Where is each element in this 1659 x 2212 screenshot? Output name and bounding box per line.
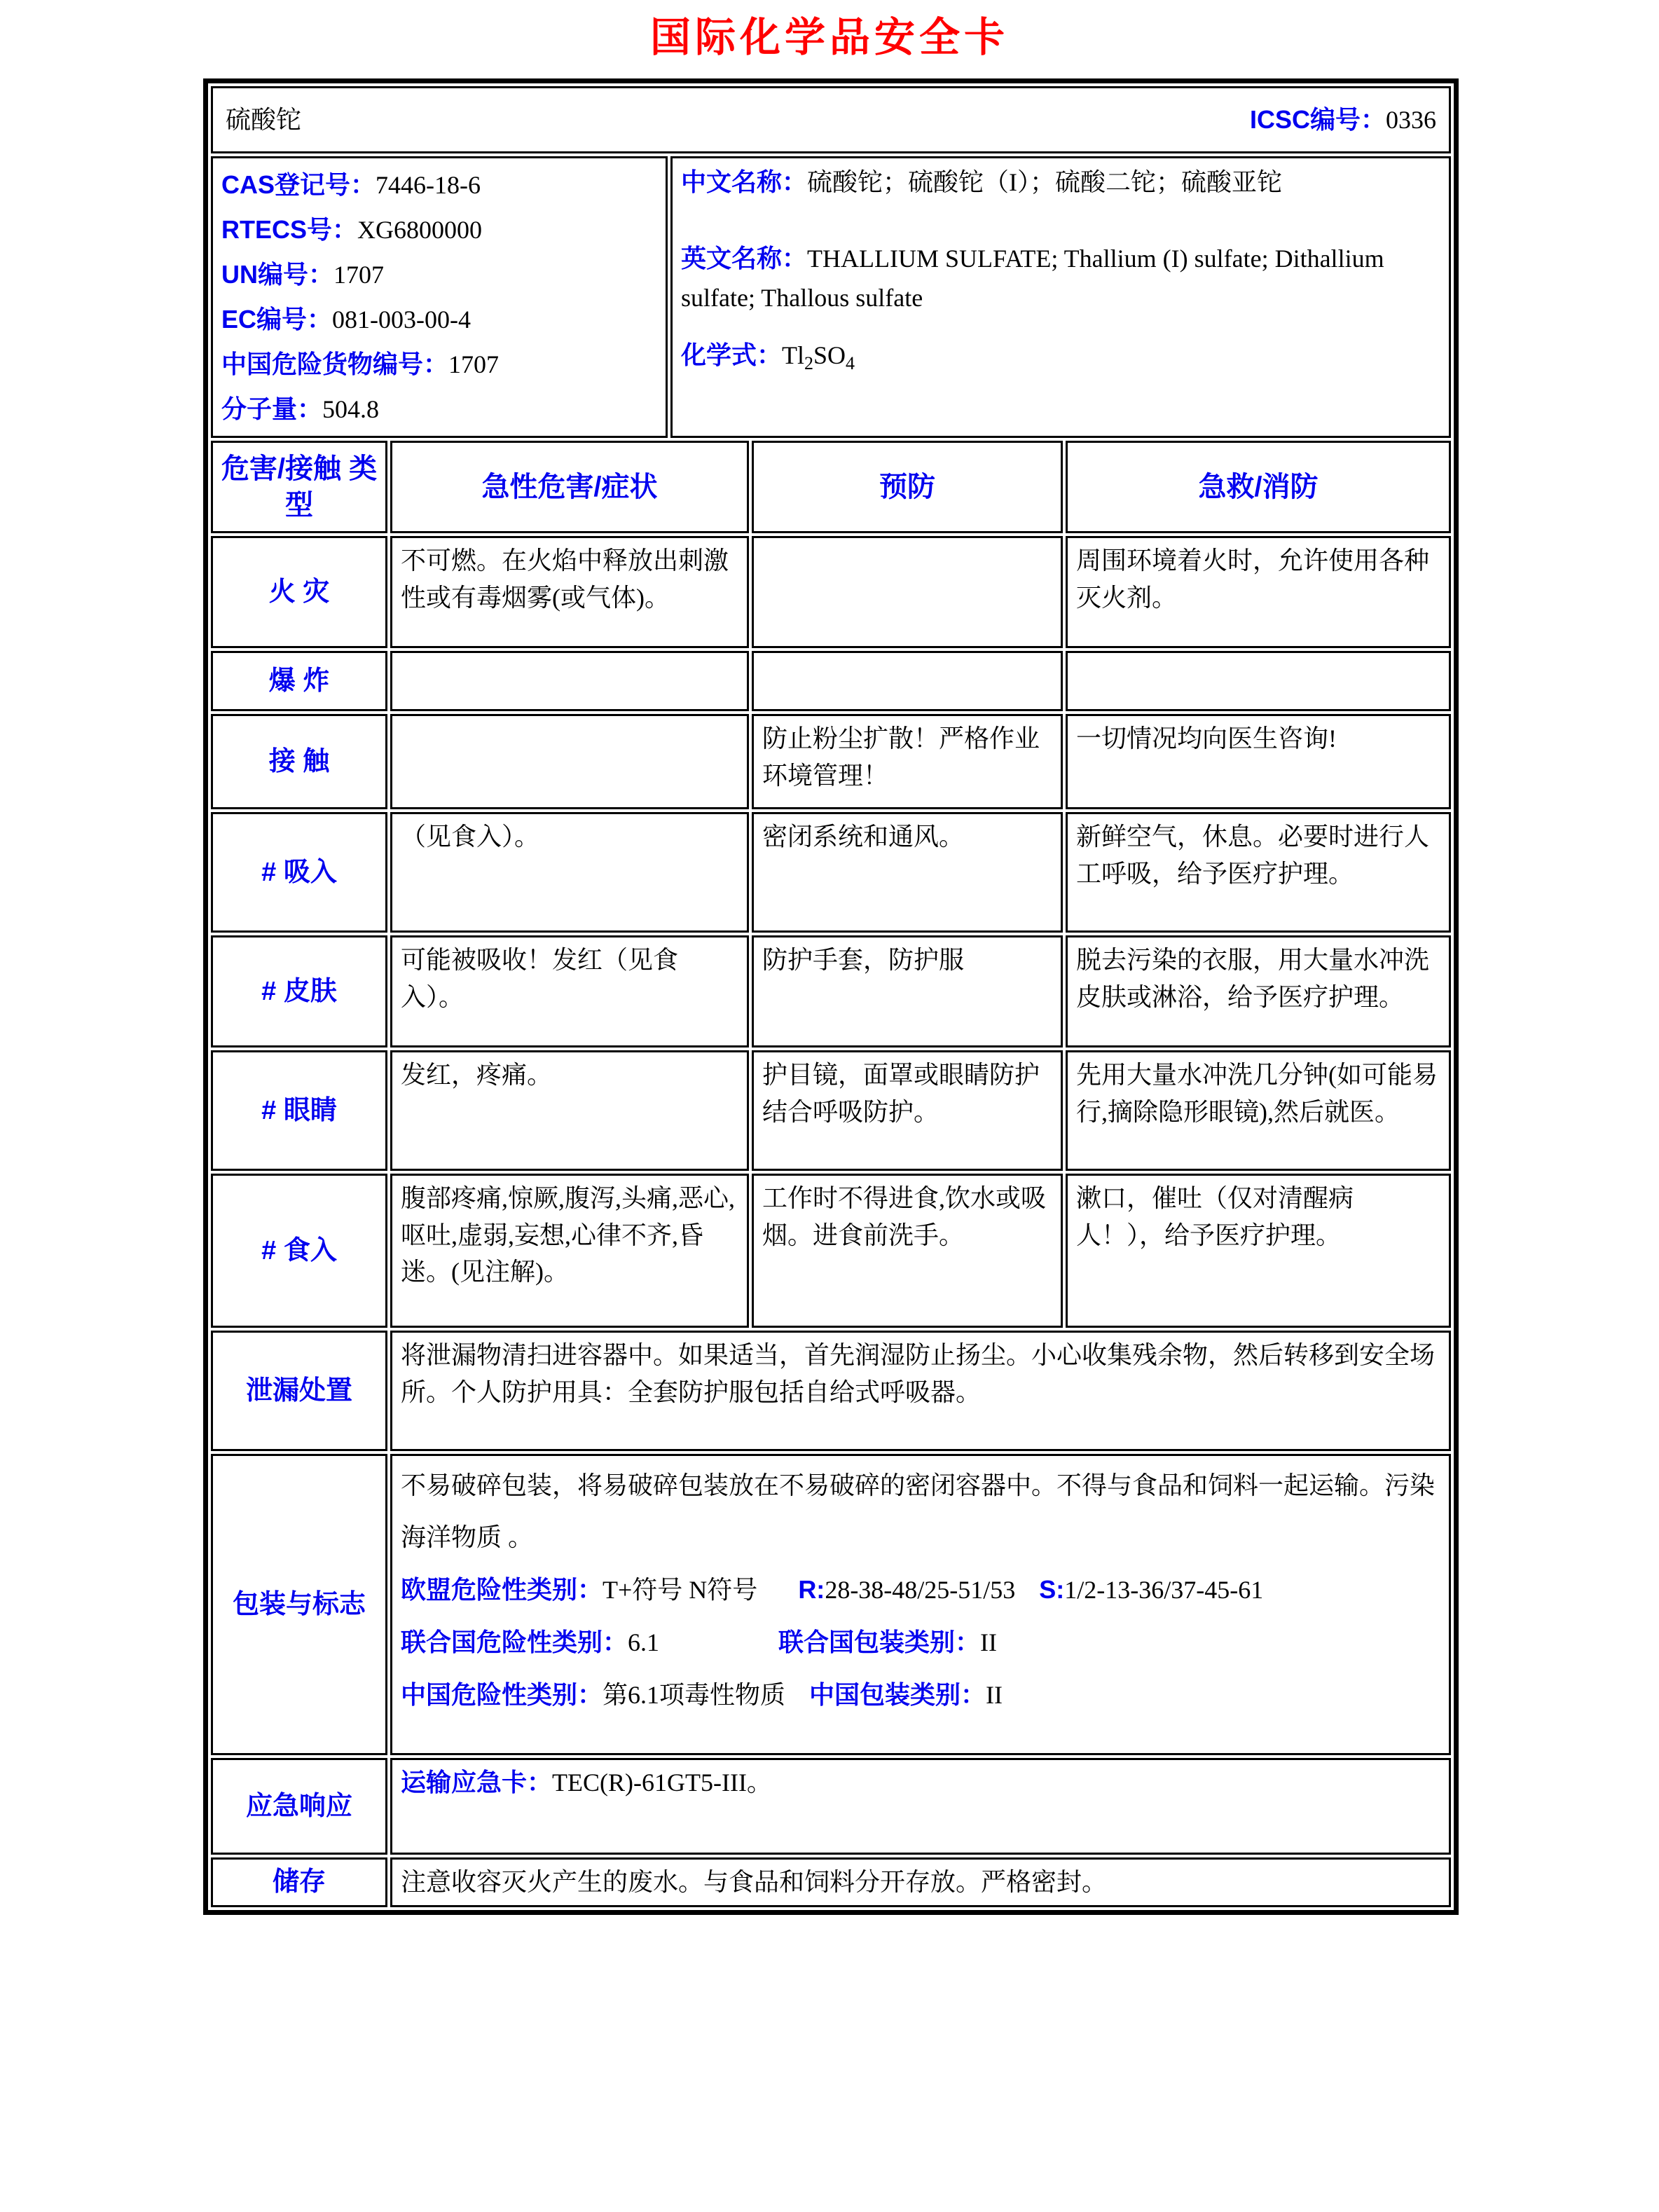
page-title: 国际化学品安全卡 — [649, 15, 1009, 60]
substance-name: 硫酸铊 — [226, 105, 302, 134]
symptoms-cell: （见食入）。 — [390, 812, 749, 933]
spill-row — [211, 1331, 1451, 1451]
eu-s-label: S: — [1039, 1575, 1065, 1605]
hazard-row-inhalation — [211, 812, 1451, 933]
transport-card-label: 运输应急卡： — [401, 1768, 553, 1797]
un-class-value: 6.1 — [628, 1628, 660, 1656]
storage-text: 注意收容灭火产生的废水。与食品和饲料分开存放。严格密封。 — [390, 1857, 1451, 1907]
first-aid-cell: 漱口，催吐（仅对清醒病人！），给予医疗护理。 — [1066, 1174, 1451, 1328]
symptoms-cell: 腹部疼痛,惊厥,腹泻,头痛,恶心,呕吐,虚弱,妄想,心律不齐,昏迷。(见注解)。 — [390, 1174, 749, 1328]
symptoms-cell — [390, 714, 749, 809]
chinese-names-label: 中文名称： — [681, 167, 808, 196]
prevention-cell: 工作时不得进食,饮水或吸烟。进食前洗手。 — [752, 1174, 1063, 1328]
storage-row — [211, 1857, 1451, 1907]
emergency-row — [211, 1758, 1451, 1855]
ec-line — [221, 297, 657, 342]
formula-line — [681, 336, 1438, 378]
rtecs-line — [221, 207, 657, 252]
packaging-label: 包装与标志 — [211, 1454, 387, 1755]
packaging-content — [390, 1454, 1451, 1755]
hazard-row-label: # 眼睛 — [211, 1050, 387, 1171]
un-pack-value: II — [980, 1628, 998, 1656]
packaging-row — [211, 1454, 1451, 1755]
hazard-row-label: 爆 炸 — [211, 651, 387, 711]
prevention-cell: 护目镜，面罩或眼睛防护结合呼吸防护。 — [752, 1050, 1063, 1171]
prevention-cell: 防护手套，防护服 — [752, 935, 1063, 1047]
hazard-header-symptoms: 急性危害/症状 — [390, 441, 749, 533]
first-aid-cell: 周围环境着火时，允许使用各种灭火剂。 — [1066, 536, 1451, 648]
identification-row — [211, 156, 1451, 438]
hazard-row-label: # 皮肤 — [211, 935, 387, 1047]
hazard-row-explosion — [211, 651, 1451, 711]
un-label: UN编号： — [221, 260, 333, 289]
un-class-label: 联合国危险性类别： — [401, 1627, 628, 1656]
hazard-row-label: 接 触 — [211, 714, 387, 809]
un-line — [221, 252, 657, 297]
hazard-row-ingestion — [211, 1174, 1451, 1328]
first-aid-cell: 脱去污染的衣服，用大量水冲洗皮肤或淋浴，给予医疗护理。 — [1066, 935, 1451, 1047]
spill-label: 泄漏处置 — [211, 1331, 387, 1451]
hazard-row-label: # 吸入 — [211, 812, 387, 933]
ec-label: EC编号： — [221, 305, 333, 334]
first-aid-cell — [1066, 651, 1451, 711]
cn-pack-label: 中国包装类别： — [809, 1679, 986, 1709]
cn-classification-line — [401, 1669, 1440, 1722]
eu-r-label: R: — [798, 1575, 825, 1605]
identifiers-cell — [211, 156, 668, 438]
chinese-names-line — [681, 163, 1438, 202]
spill-text: 将泄漏物清扫进容器中。如果适当，首先润湿防止扬尘。小心收集残余物，然后转移到安全场所。个人防护用具：全套防护服包括自给式呼吸器。 — [390, 1331, 1451, 1451]
symptoms-cell: 发红，疼痛。 — [390, 1050, 749, 1171]
rtecs-value: XG6800000 — [357, 216, 483, 245]
eu-class-value: T+符号 N符号 — [603, 1576, 758, 1605]
prevention-cell: 防止粉尘扩散！严格作业环境管理！ — [752, 714, 1063, 809]
symptoms-cell: 不可燃。在火焰中释放出刺激性或有毒烟雾(或气体)。 — [390, 536, 749, 648]
china-dg-line — [221, 342, 657, 387]
hazard-header-firstaid: 急救/消防 — [1066, 441, 1451, 533]
hazard-header-type: 危害/接触 类型 — [211, 441, 387, 533]
cas-label: CAS登记号： — [221, 170, 376, 199]
ec-value: 081-003-00-4 — [332, 305, 471, 334]
icsc-number-group — [1250, 102, 1436, 138]
eu-class-label: 欧盟危险性类别： — [401, 1575, 603, 1605]
hazard-row-label: # 食入 — [211, 1174, 387, 1328]
prevention-cell: 密闭系统和通风。 — [752, 812, 1063, 933]
cn-class-label: 中国危险性类别： — [401, 1679, 603, 1709]
hazard-row-label: 火 灾 — [211, 536, 387, 648]
substance-header-row — [211, 86, 1451, 153]
formula-base1: Tl — [782, 341, 805, 370]
hazard-row-skin — [211, 935, 1451, 1047]
rtecs-label: RTECS号： — [221, 215, 358, 245]
substance-header-cell — [211, 86, 1451, 153]
storage-label: 储存 — [211, 1857, 387, 1907]
english-names-line — [681, 239, 1438, 318]
eu-r-value: 28-38-48/25-51/53 — [825, 1576, 1016, 1605]
hazard-row-fire — [211, 536, 1451, 648]
icsc-number-value: 0336 — [1386, 105, 1436, 134]
symptoms-cell: 可能被吸收！发红（见食入）。 — [390, 935, 749, 1047]
eu-classification-line — [401, 1564, 1440, 1616]
formula-sub2: 4 — [846, 353, 855, 374]
prevention-cell — [752, 536, 1063, 648]
icsc-number-label: ICSC编号： — [1249, 104, 1386, 134]
first-aid-cell: 新鲜空气，休息。必要时进行人工呼吸，给予医疗护理。 — [1066, 812, 1451, 933]
formula-base2: SO — [813, 341, 846, 370]
transport-card-value: TEC(R)-61GT5-III。 — [552, 1768, 772, 1797]
chinese-names-value: 硫酸铊；硫酸铊（I）；硫酸二铊；硫酸亚铊 — [807, 168, 1283, 196]
emergency-content — [390, 1758, 1451, 1855]
english-names-label: 英文名称： — [681, 243, 808, 273]
hazard-row-eyes — [211, 1050, 1451, 1171]
first-aid-cell: 先用大量水冲洗几分钟(如可能易行,摘除隐形眼镜),然后就医。 — [1066, 1050, 1451, 1171]
prevention-cell — [752, 651, 1063, 711]
first-aid-cell: 一切情况均向医生咨询! — [1066, 714, 1451, 809]
un-classification-line — [401, 1616, 1440, 1669]
cas-line — [221, 163, 657, 207]
hazard-header-row — [211, 441, 1451, 533]
formula-value — [782, 341, 855, 374]
un-pack-label: 联合国包装类别： — [778, 1627, 981, 1656]
un-value: 1707 — [333, 261, 384, 289]
formula-sub1: 2 — [804, 353, 814, 374]
cn-pack-value: II — [986, 1680, 1003, 1709]
packaging-transport-text: 不易破碎包装，将易破碎包装放在不易破碎的密闭容器中。不得与食品和饲料一起运输。污染海洋物质 。 — [401, 1471, 1436, 1552]
formula-label: 化学式： — [681, 341, 783, 370]
eu-s-value: 1/2-13-36/37-45-61 — [1064, 1576, 1264, 1605]
icsc-card — [203, 78, 1459, 1915]
emergency-label: 应急响应 — [211, 1758, 387, 1855]
cn-class-value: 第6.1项毒性物质 — [603, 1680, 786, 1709]
symptoms-cell — [390, 651, 749, 711]
names-cell — [670, 156, 1451, 438]
china-dg-label: 中国危险货物编号： — [221, 350, 449, 379]
mol-weight-line — [221, 387, 657, 432]
english-names-value: THALLIUM SULFATE; Thallium (I) sulfate; Dithallium sulfate; Thallous sulfate — [681, 244, 1384, 312]
cas-value: 7446-18-6 — [376, 171, 481, 199]
hazard-header-prevention: 预防 — [752, 441, 1063, 533]
mol-weight-label: 分子量： — [221, 394, 323, 424]
mol-weight-value: 504.8 — [322, 395, 380, 424]
hazard-row-contact — [211, 714, 1451, 809]
china-dg-value: 1707 — [448, 350, 500, 379]
